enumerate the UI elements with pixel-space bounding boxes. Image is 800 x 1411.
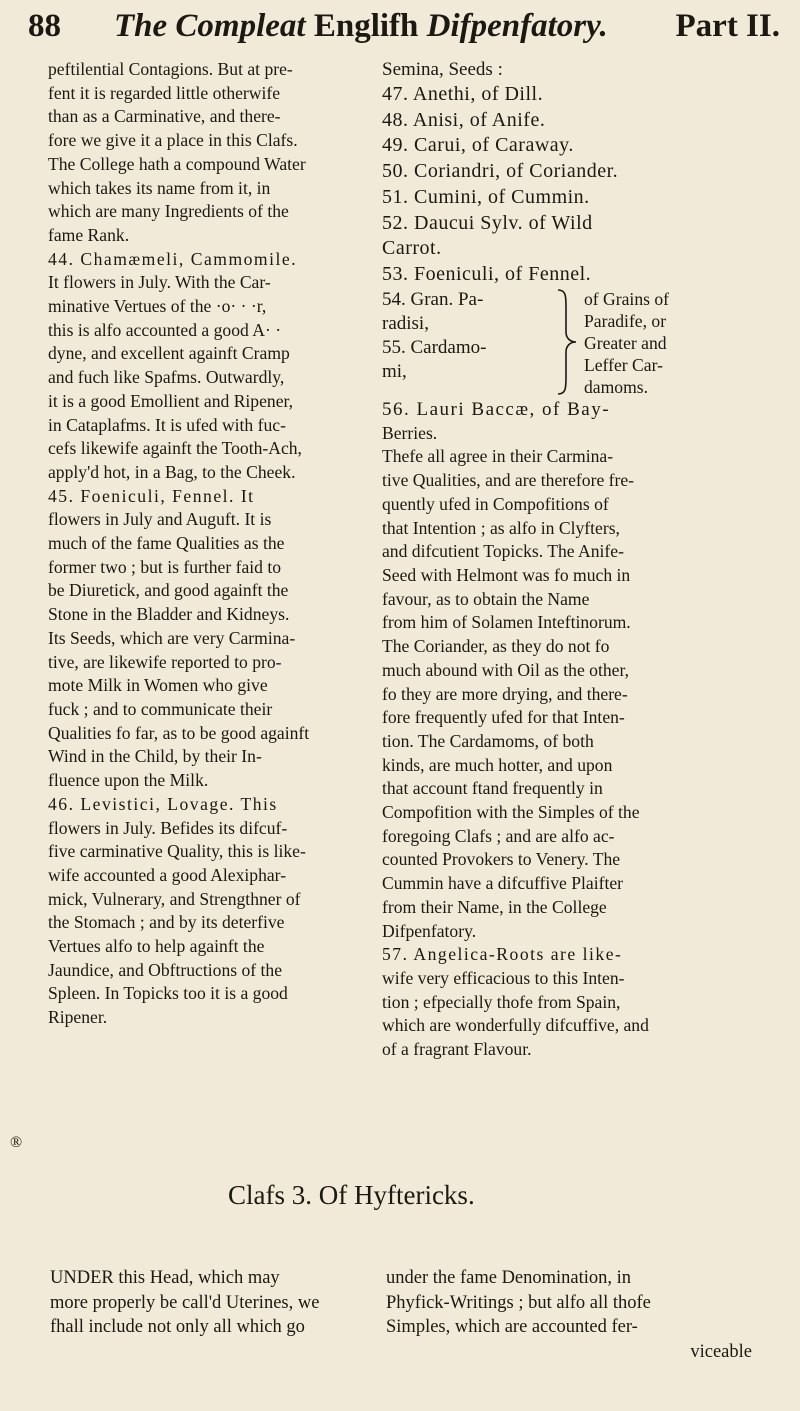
list-item: 50. Coriandri, of Coriander. [382, 160, 619, 183]
running-header [28, 4, 788, 48]
page-number: 88 [28, 8, 61, 44]
list-item: 51. Cumini, of Cummin. [382, 185, 590, 208]
list-item: Carrot. [382, 237, 442, 260]
entry-46-levistici: 46. Levistici, Lovage. This flowers in July. Befides its difcuf- five carminative Quality, this is like- wife accounted a good Alexiphar- mick, Vulnerary, and Strengthner of the Stomach ; and by its deterfive Vertues alfo to help againft the Jaundice, and Obftructions of the Spleen. In Topicks too it is a good Ripener. [48, 793, 306, 1028]
margin-mark: ® [10, 1134, 23, 1151]
seeds-intro: Semina, Seeds : [382, 59, 503, 80]
list-item: 52. Daucui Sylv. of Wild [382, 211, 593, 234]
list-item: 48. Anisi, of Anife. [382, 108, 546, 131]
running-title: The Compleat Englifh Difpenfatory. [114, 8, 608, 44]
bottom-left-text: UNDER this Head, which may more properly be call'd Uterines, we fhall include not only all which go [50, 1268, 320, 1337]
list-item: 49. Carui, of Caraway. [382, 134, 574, 157]
right-column [382, 58, 752, 1062]
bottom-right-text: under the fame Denomination, in Phyfick-Writings ; but alfo all thofe Simples, which are accounted fer- viceable [386, 1268, 752, 1362]
bracket-left-text: 54. Gran. Pa- radisi, 55. Cardamo- mi, [382, 289, 487, 383]
list-item: 53. Foeniculi, of Fennel. [382, 263, 592, 286]
entry-57-angelica: 57. Angelica-Roots are like- wife very efficacious to this Inten- tion ; efpecially thofe from Spain, which are wonderfully difcuffive, and of a fragrant Flavour. [382, 944, 649, 1060]
entry-56-lauri: 56. Lauri Baccæ, of Bay- Berries. [382, 399, 611, 443]
entry-45-foeniculi: 45. Foeniculi, Fennel. It flowers in July and Auguft. It is much of the fame Qualities as the former two ; but is further faid to be Diuretick, and good againft the Stone in the Bladder and Kidneys. Its Seeds, which are very Carmina- tive, are likewife reported to pro- mote Milk in Women who give fuck ; and to communicate their Qualities fo far, as to be good againft Wind in the Child, by their In- fluence upon the Milk. [48, 485, 310, 791]
part-label: Part II. [675, 8, 780, 44]
paragraph-carminatives: Thefe all agree in their Carmina- tive Qualities, and are therefore fre- quently ufed in Compofitions of that Intention ; as alfo in Clyfters, and difcutient Topicks. The Anife- Seed with Helmont was fo much in favour, as to obtain the Name from him of Solamen Inteftinorum. The Coriander, as they do not fo much abound with Oil as the other, fo they are more drying, and there- fore frequently ufed for that Inten- tion. The Cardamoms, of both kinds, are much hotter, and upon that account ftand frequently in Compofition with the Simples of the foregoing Clafs ; and are alfo ac- counted Provokers to Venery. The Cummin have a difcuffive Plaifter from their Name, in the College Difpenfatory. [382, 446, 640, 941]
curly-brace-icon [552, 288, 580, 396]
bracketed-entries-54-55 [382, 288, 752, 398]
entry-44-chamaemeli: 44. Chamæmeli, Cammomile. It flowers in July. With the Car- minative Vertues of the ·o· · ·r, this is alfo accounted a good A· · dyne, and excellent againft Cramp and fuch like Spafms. Outwardly, it is a good Emollient and Ripener, in Cataplafms. It is ufed with fuc- cefs likewife againft the Tooth-Ach, apply'd hot, in a Bag, to the Cheek. [48, 248, 302, 482]
bracket-right-text: of Grains of Paradife, or Greater and Leffer Car- damoms. [584, 289, 670, 398]
paragraph-contagions: peftilential Contagions. But at pre- fent it is regarded little otherwife than as a Carminative, and there- fore we give it a place in this Clafs. The College hath a compound Water which takes its name from it, in which are many Ingredients of the fame Rank. [48, 59, 306, 245]
left-column [48, 58, 358, 1030]
list-item: 47. Anethi, of Dill. [382, 82, 544, 105]
class-heading: Clafs 3. Of Hyftericks. [228, 1180, 475, 1210]
